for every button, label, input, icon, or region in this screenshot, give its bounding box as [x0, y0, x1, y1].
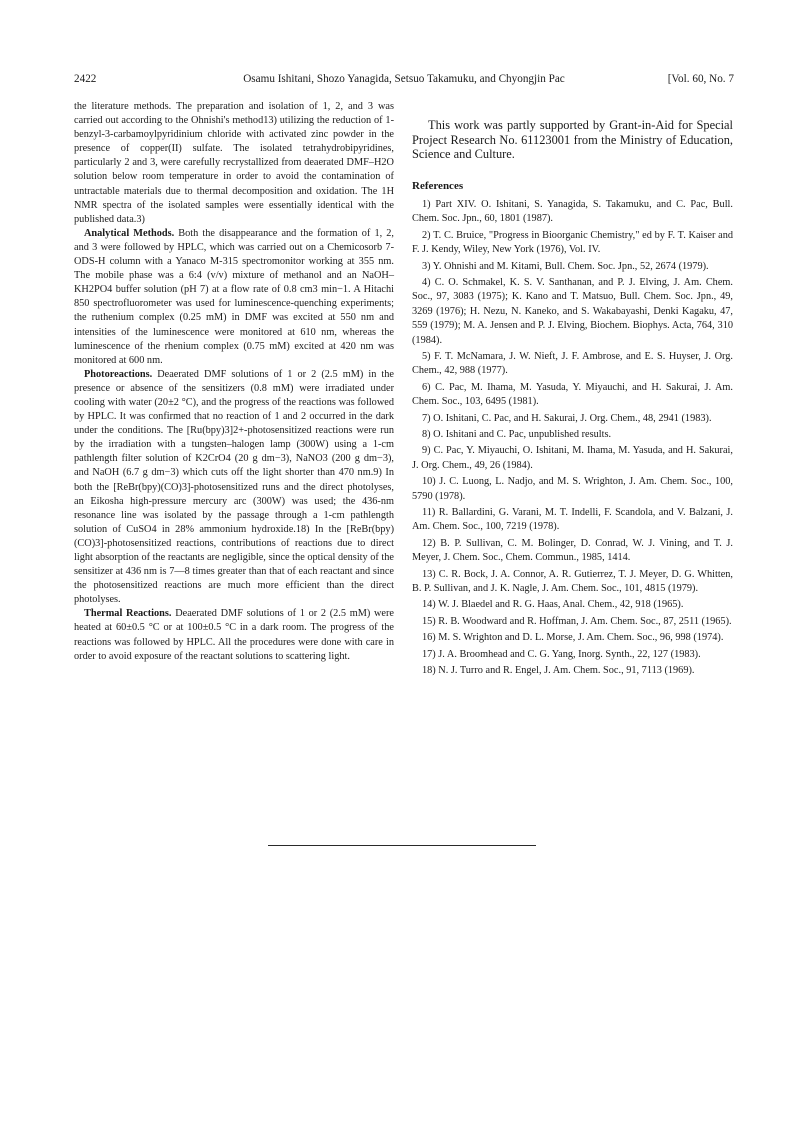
page-number: 2422 [74, 73, 97, 85]
analytical-methods-heading: Analytical Methods. [84, 227, 175, 239]
volume-info: [Vol. 60, No. 7 [667, 73, 734, 85]
running-header [74, 73, 734, 91]
reference-item: 5) F. T. McNamara, J. W. Nieft, J. F. Ambrose, and E. S. Huyser, J. Org. Chem., 42, 988 (1977). [412, 350, 733, 377]
preparation-paragraph: the literature methods. The preparation and isolation of 1, 2, and 3 was carried out according to the Ohnishi's method13) utilizing the reduction of 1-benzyl-3-carbamoylpyridinium chloride with activated zinc powder in the presence of copper(II) sulfate. The isolated tetrahydrobipyridines, particularly 2 and 3, were carefully recrystallized from deaerated DMF–H2O solution below room temperature in order to avoid the contamination of untractable materials due to thermal decomposition and oxidation. The 1H NMR spectra of the isolated samples were essentially identical with the published data.3) [74, 101, 394, 225]
running-authors: Osamu Ishitani, Shozo Yanagida, Setsuo Takamuku, and Chyongjin Pac [243, 73, 565, 85]
reference-item: 17) J. A. Broomhead and C. G. Yang, Inorg. Synth., 22, 127 (1983). [422, 648, 701, 660]
reference-item: 3) Y. Ohnishi and M. Kitami, Bull. Chem. Soc. Jpn., 52, 2674 (1979). [422, 260, 709, 272]
reference-item: 8) O. Ishitani and C. Pac, unpublished results. [422, 428, 612, 440]
reference-item: 11) R. Ballardini, G. Varani, M. T. Indelli, F. Scandola, and V. Balzani, J. Am. Chem. Soc., 100, 7219 (1978). [412, 507, 733, 533]
right-column [412, 100, 733, 680]
references-heading: References [412, 179, 464, 192]
photoreactions-body: Deaerated DMF solutions of 1 or 2 (2.5 mM) in the presence or absence of the sensitizers (0.8 mM) were irradiated under cooling with water (20±2 °C), and the progress of the reactions was followed by HPLC. It was confirmed that no reaction of 1 and 2 occurred in the dark under the conditions. The [Ru(bpy)3]2+-photosensitized reactions were run by the irradiation with a tungsten–halogen lamp (300W) using a 1-cm pathlength filter solution of K2CrO4 (20 g dm−3), NaNO3 (200 g dm−3), and NaOH (6.7 g dm−3) which cuts off the light shorter than 470 nm.9) In both the [ReBr(bpy)(CO)3]-photosensitized runs and the direct photolyses, an Eikosha high-pressure mercury arc (300W) was used; the 436-nm resonance line was isolated by the passage through a 1-cm pathlength solution of CuSO4 in 28% ammonium hydroxide.18) In the [ReBr(bpy)(CO)3]-photosensitized reactions, contributions of reactions due to direct light absorption of the reactants are negligible, since the optical density of the sensitizer at 436 nm is 7—8 times greater than that of each reactant and since the photosensitized reactions are much more efficient than the direct photolyses. [74, 368, 394, 606]
reference-item: 18) N. J. Turro and R. Engel, J. Am. Chem. Soc., 91, 7113 (1969). [422, 665, 695, 677]
reference-item: 4) C. O. Schmakel, K. S. V. Santhanan, and P. J. Elving, J. Am. Chem. Soc., 97, 3083 (1975); K. Kano and T. Matsuo, Bull. Chem. Soc. Jpn., 49, 3269 (1976); H. Nezu, N. Kaneko, and S. Wakabayashi, Denki Kagaku, 47, 559 (1979); M. A. Jensen and P. J. Elving, Biochem. Biophys. Acta, 764, 310 (1984). [412, 276, 733, 346]
acknowledgment: This work was partly supported by Grant-in-Aid for Special Project Research No. 61123001 from the Ministry of Education, Science and Culture. [412, 118, 733, 162]
left-column [74, 100, 394, 664]
analytical-methods-body: Both the disappearance and the formation of 1, 2, and 3 were followed by HPLC, which was carried out on a Chemicosorb 7-ODS-H column with a Yanaco M-315 spectromonitor working at 355 nm. The mobile phase was a 6:4 (v/v) mixture of methanol and an NaOH–KH2PO4 buffer solution (pH 7) at a flow rate of 0.8 cm3 min−1. A Hitachi 850 spectrofluorometer was used for luminescence-quenching experiments; the ruthenium complex (0.25 mM) in DMF was excited at 550 nm and intensities of the luminescence were monitored at 610 nm, whereas the luminescence of the rhenium complex (0.75 mM) excited at 420 nm was monitored at 600 nm. [74, 227, 394, 366]
reference-item: 1) Part XIV. O. Ishitani, S. Yanagida, S. Takamuku, and C. Pac, Bull. Chem. Soc. Jpn., 60, 1801 (1987). [412, 198, 733, 225]
reference-item: 9) C. Pac, Y. Miyauchi, O. Ishitani, M. Ihama, M. Yasuda, and H. Sakurai, J. Org. Chem., 49, 26 (1984). [412, 445, 733, 471]
reference-item: 14) W. J. Blaedel and R. G. Haas, Anal. Chem., 42, 918 (1965). [422, 599, 684, 611]
end-rule [268, 845, 536, 846]
reference-item: 16) M. S. Wrighton and D. L. Morse, J. Am. Chem. Soc., 96, 998 (1974). [422, 632, 724, 644]
reference-item: 10) J. C. Luong, L. Nadjo, and M. S. Wrighton, J. Am. Chem. Soc., 100, 5790 (1978). [412, 476, 733, 502]
photoreactions-heading: Photoreactions. [84, 368, 153, 380]
reference-item: 7) O. Ishitani, C. Pac, and H. Sakurai, J. Org. Chem., 48, 2941 (1983). [422, 412, 712, 424]
reference-item: 2) T. C. Bruice, "Progress in Bioorganic Chemistry," ed by F. T. Kaiser and F. J. Kendy, Wiley, New York (1976), Vol. IV. [412, 229, 733, 256]
reference-item: 12) B. P. Sullivan, C. M. Bolinger, D. Conrad, W. J. Vining, and T. J. Meyer, J. Chem. Soc., Chem. Commun., 1985, 1414. [412, 537, 733, 564]
thermal-reactions-paragraph [74, 607, 394, 663]
photoreactions-paragraph [74, 368, 394, 608]
analytical-methods-paragraph [74, 227, 394, 368]
reference-list [412, 198, 733, 679]
reference-item: 6) C. Pac, M. Ihama, M. Yasuda, Y. Miyauchi, and H. Sakurai, J. Am. Chem. Soc., 103, 6495 (1981). [412, 381, 733, 408]
thermal-reactions-heading: Thermal Reactions. [84, 608, 172, 620]
reference-item: 15) R. B. Woodward and R. Hoffman, J. Am. Chem. Soc., 87, 2511 (1965). [422, 615, 732, 627]
reference-item: 13) C. R. Bock, J. A. Connor, A. R. Gutierrez, T. J. Meyer, D. G. Whitten, B. P. Sullivan, and J. K. Nagle, J. Am. Chem. Soc., 101, 4815 (1979). [412, 568, 733, 595]
thermal-reactions-body: Deaerated DMF solutions of 1 or 2 (2.5 mM) were heated at 60±0.5 °C or at 100±0.5 °C in a dark room. The progress of the reactions was followed by HPLC. All the procedures were done with care in order to avoid exposure of the reactant solutions to scattering light. [74, 608, 394, 662]
